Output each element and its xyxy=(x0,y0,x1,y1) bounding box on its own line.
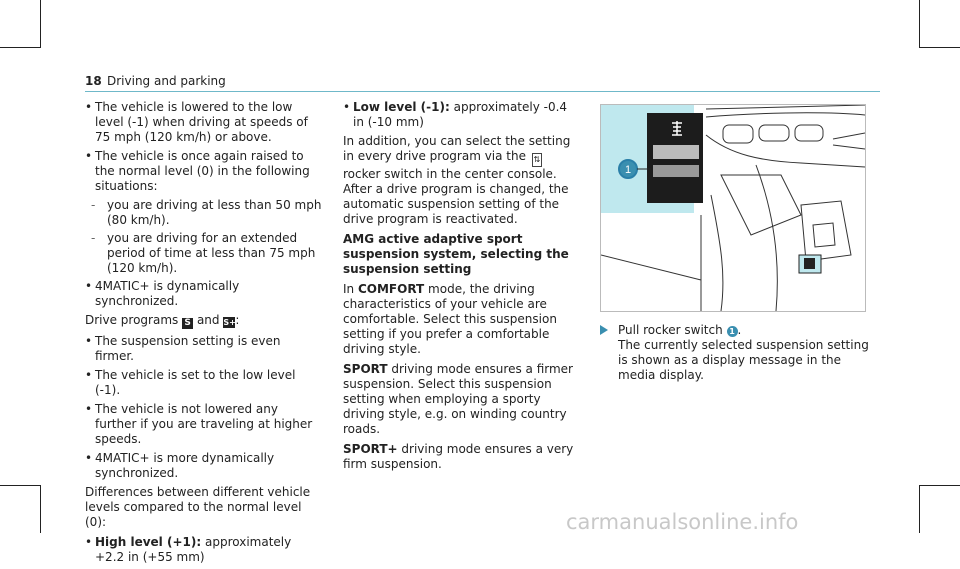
callout-1-ref: 1 xyxy=(727,326,738,337)
crop-mark xyxy=(0,47,41,48)
left-column xyxy=(85,100,323,569)
center-console-illustration xyxy=(600,104,866,312)
page-number: 18 xyxy=(85,74,102,88)
section-title: Driving and parking xyxy=(107,74,226,88)
header-rule xyxy=(85,91,880,92)
rocker-switch-icon: ⇅ xyxy=(532,153,542,167)
list-item: • The vehicle is not lowered any further if you are traveling at higher speeds. xyxy=(85,402,323,447)
watermark: carmanualsonline.info xyxy=(566,510,799,534)
step-arrow-icon xyxy=(600,325,608,335)
crop-mark xyxy=(40,0,41,48)
list-item-low-level: • Low level (-1): approximately -0.4 in (-10 mm) xyxy=(343,100,579,130)
crop-mark xyxy=(40,485,41,533)
addition-paragraph: In addition, you can select the setting in every drive program via the ⇅ rocker switch in the center console. After a drive program is changed, the automatic suspension setting of the drive program is reactivated. xyxy=(343,134,571,226)
sport-paragraph: SPORT driving mode ensures a firmer suspension. Select this suspension setting when employing a sporty driving style, e.g. on winding country roads. xyxy=(343,362,573,436)
crop-mark xyxy=(0,485,41,486)
sport-key-icon: S xyxy=(182,318,193,329)
crop-mark xyxy=(919,0,920,48)
sport-plus-key-icon: S+ xyxy=(223,318,236,327)
list-item: • 4MATIC+ is more dynamically synchronized. xyxy=(85,451,323,481)
list-item: • 4MATIC+ is dynamically synchronized. xyxy=(85,279,323,309)
sportplus-paragraph: SPORT+ driving mode ensures a very firm suspension. xyxy=(343,442,574,471)
list-item: • The suspension setting is even firmer. xyxy=(85,334,323,364)
step-description: The currently selected suspension setting is shown as a display message in the media display. xyxy=(618,338,869,382)
rocker-switch-icon xyxy=(804,258,815,269)
drive-programs-line: Drive programs S and S+: xyxy=(85,313,240,328)
list-item: • The vehicle is lowered to the low level (-1) when driving at speeds of 75 mph (120 km/h) or above. xyxy=(85,100,323,145)
console-drawing xyxy=(601,105,865,311)
instruction-step: Pull rocker switch 1 . The currently selected suspension setting is shown as a display message in the media display. xyxy=(600,323,870,383)
amg-heading: AMG active adaptive sport suspension system, selecting the suspension setting xyxy=(343,232,569,276)
list-item: • The vehicle is once again raised to the normal level (0) in the following situations: xyxy=(85,149,323,194)
crop-mark xyxy=(919,47,960,48)
list-item-high-level: • High level (+1): approximately +2.2 in (+55 mm) xyxy=(85,535,323,565)
middle-column xyxy=(343,100,579,477)
list-item: • The vehicle is set to the low level (-1). xyxy=(85,368,323,398)
dash-item: - you are driving at less than 50 mph (80 km/h). xyxy=(85,198,323,228)
dash-item: - you are driving for an extended period of time at less than 75 mph (120 km/h). xyxy=(85,231,323,276)
crop-mark xyxy=(919,485,960,486)
crop-mark xyxy=(919,485,920,533)
callout-1-label: 1 xyxy=(624,164,632,176)
differences-paragraph: Differences between different vehicle levels compared to the normal level (0): xyxy=(85,485,311,529)
comfort-paragraph: In COMFORT mode, the driving characteristics of your vehicle are comfortable. Select this suspension setting if you prefer a comfortable driving style. xyxy=(343,282,557,356)
